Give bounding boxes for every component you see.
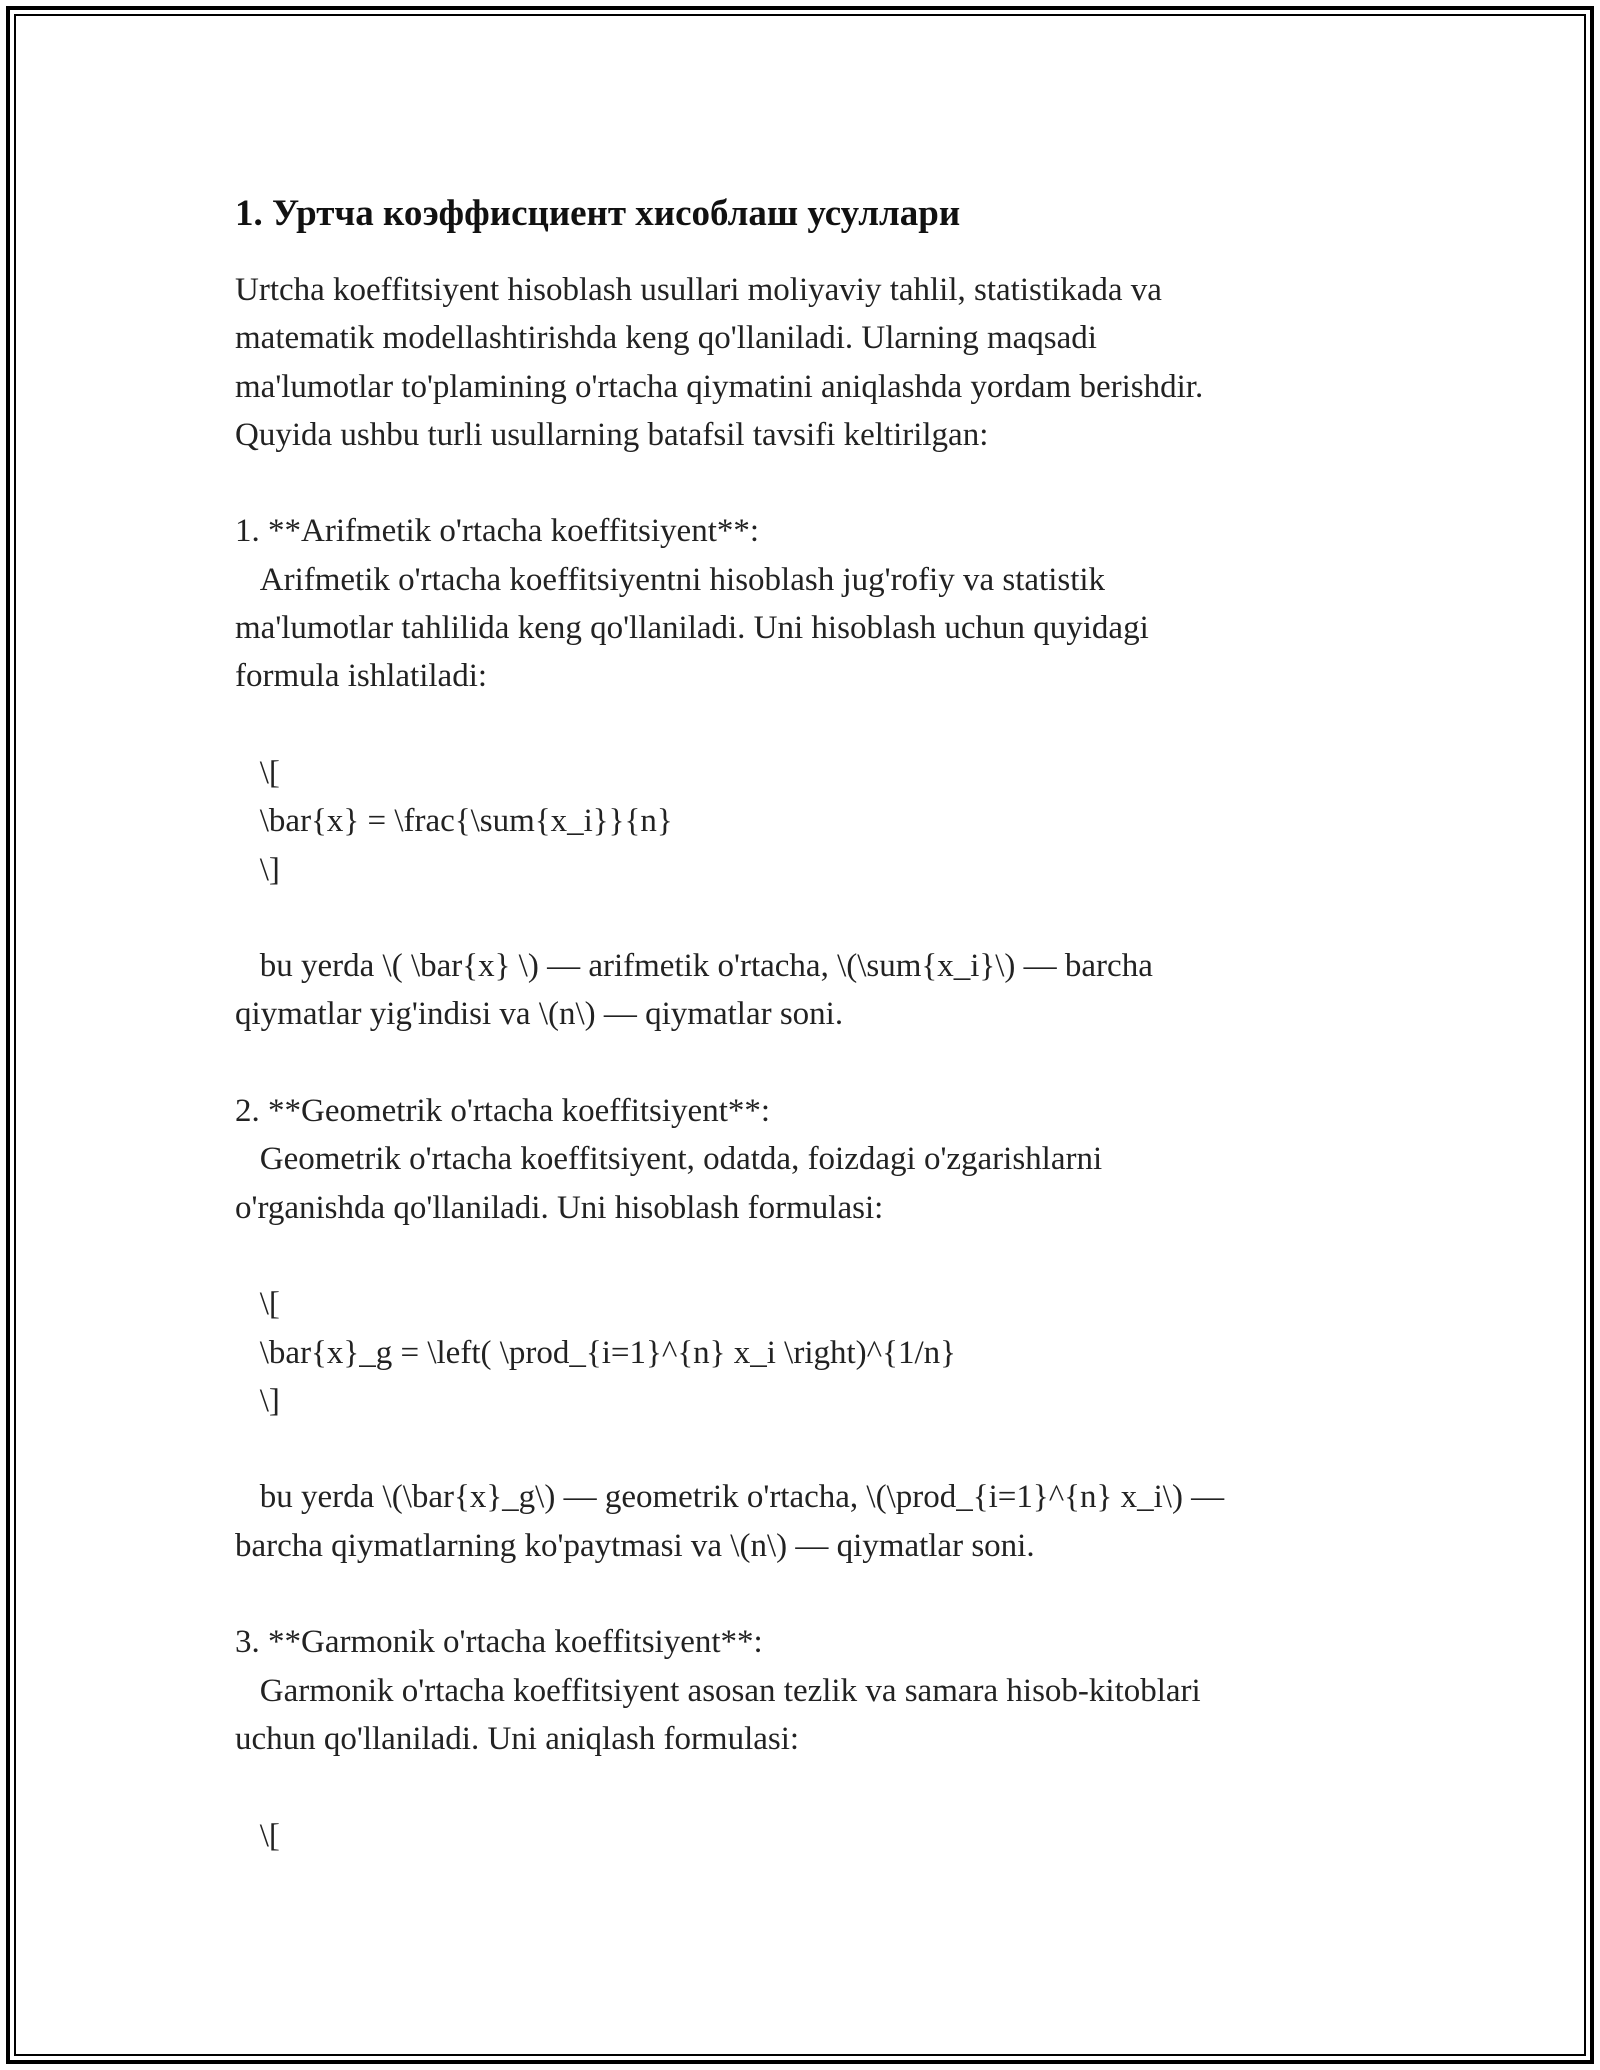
section-heading: 1. Уртча коэффисциент хисоблаш усуллари <box>235 193 961 234</box>
body-text: Urtcha koeffitsiyent hisoblash usullari moliyaviy tahlil, statistikada va matematik modellashtirishda keng qo'llaniladi. Ularning maqsadi ma'lumotlar to'plamining o'rtacha qiymatini aniqlashda yordam berishdir. Quyida ushbu turli usullarning batafsil tavsifi keltirilgan: 1. **Arifmetik o'rtacha koeffitsiyent**: Arifmetik o'rtacha koeffitsiyentni hisoblash jug'rofiy va statistik ma'lumotlar tahlilida keng qo'llaniladi. Uni hisoblash uchun quyidagi formula ishlatiladi: \[ \bar{x} = \frac{\sum{x_i}}{n} \] bu yerda \( \bar{x} \) — arifmetik o'rtacha, \(\sum{x_i}\) — barcha qiymatlar yig'indisi va \(n\) — qiymatlar soni. 2. **Geometrik o'rtacha koeffitsiyent**: Geometrik o'rtacha koeffitsiyent, odatda, foizdagi o'zgarishlarni o'rganishda qo'llaniladi. Uni hisoblash formulasi: \[ \bar{x}_g = \left( \prod_{i=1}^{n} x_i \right)^{1/n} \] bu yerda \(\bar{x}_g\) — geometrik o'rtacha, \(\prod_{i=1}^{n} x_i\) — barcha qiymatlarning ko'paytmasi va \(n\) — qiymatlar soni. 3. **Garmonik o'rtacha koeffitsiyent**: Garmonik o'rtacha koeffitsiyent asosan tezlik va samara hisob-kitoblari uchun qo'llaniladi. Uni aniqlash formulasi: \[ <box>235 272 1225 1854</box>
document-content <box>235 192 1365 1860</box>
